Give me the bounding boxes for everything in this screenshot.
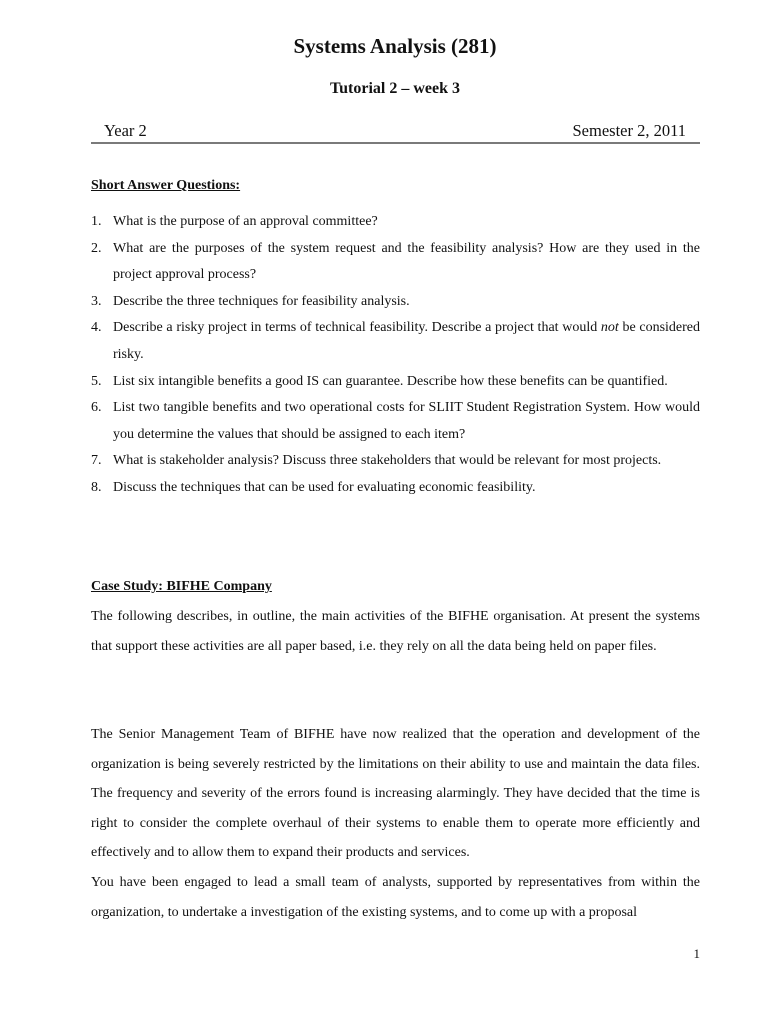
question-text-part: be considered risky. xyxy=(113,320,701,362)
question-item xyxy=(91,236,700,289)
question-number: 6. xyxy=(91,400,102,416)
question-number: 8. xyxy=(91,479,102,495)
question-number: 1. xyxy=(91,214,102,229)
question-item xyxy=(91,369,700,396)
question-item xyxy=(91,209,700,236)
question-text: List six intangible benefits a good IS can guarantee. Describe how these benefits can be quantified. xyxy=(113,373,668,389)
case-study-heading: Case Study: BIFHE Company xyxy=(91,579,272,594)
question-text: Describe the three techniques for feasibility analysis. xyxy=(113,293,410,309)
question-number: 2. xyxy=(91,240,102,256)
case-study-paragraph: You have been engaged to lead a small team of analysts, supported by representatives from within the organization, to undertake a investigation of the existing systems, and to come up with a proposal xyxy=(91,875,700,920)
question-item xyxy=(91,315,700,368)
question-text: What is stakeholder analysis? Discuss three stakeholders that would be relevant for most projects. xyxy=(113,453,662,469)
question-text: List two tangible benefits and two operational costs for SLIIT Student Registration System. How would you determine the values that should be assigned to each item? xyxy=(113,400,700,442)
question-text: What is the purpose of an approval committee? xyxy=(113,214,378,229)
question-item xyxy=(91,475,700,502)
question-number: 4. xyxy=(91,320,102,336)
question-list xyxy=(91,209,700,502)
question-text: Discuss the techniques that can be used for evaluating economic feasibility. xyxy=(113,479,536,495)
question-item xyxy=(91,395,700,448)
question-number: 3. xyxy=(91,293,102,309)
document-subtitle: Tutorial 2 – week 3 xyxy=(329,80,461,97)
question-text: What are the purposes of the system request and the feasibility analysis? How are they used in the project approval process? xyxy=(113,240,700,283)
question-number: 7. xyxy=(91,453,102,469)
emphasis-text: not xyxy=(600,320,619,336)
case-study-paragraph: The Senior Management Team of BIFHE have now realized that the operation and development of the organization is being severely restricted by the limitations on their ability to use and maintain the data files. The frequency and severity of the errors found is increasing alarmingly. They have decided that the time is right to consider the complete overhaul of their systems to enable them to operate more efficiently and effectively and to allow them to expand their products and services. xyxy=(91,727,700,861)
case-study-paragraph: The following describes, in outline, the main activities of the BIFHE organisation. At present the systems that support these activities are all paper based, i.e. they rely on all the data being held on paper files. xyxy=(91,609,700,654)
year-label: Year 2 xyxy=(104,121,147,140)
short-answer-heading: Short Answer Questions: xyxy=(91,178,241,193)
semester-label: Semester 2, 2011 xyxy=(572,121,686,140)
question-text xyxy=(113,315,700,368)
question-item xyxy=(91,448,700,475)
question-item xyxy=(91,289,700,316)
page-number: 1 xyxy=(693,946,700,961)
question-text-part: Describe a risky project in terms of technical feasibility. Describe a project that would xyxy=(113,320,601,336)
header-divider xyxy=(91,142,700,144)
question-number: 5. xyxy=(91,373,102,389)
document-title: Systems Analysis (281) xyxy=(293,34,497,58)
